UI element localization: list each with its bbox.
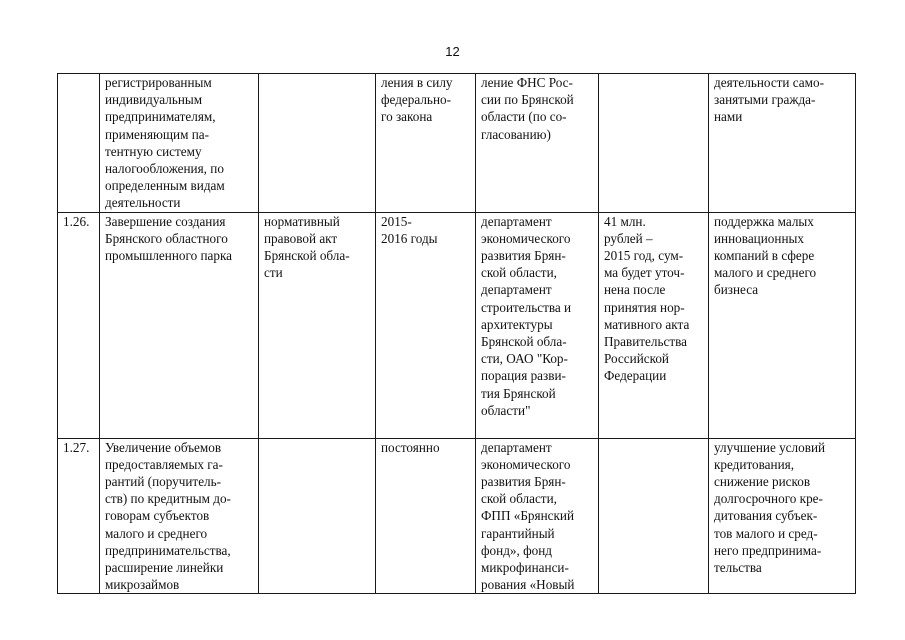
legal-act	[259, 438, 376, 594]
measure-name: регистрированным индивидуальным предпринимателям, применяющим па- тентную систему налогообложения, по определенным видам деятельности	[100, 74, 259, 213]
executor: ление ФНС Рос- сии по Брянской области (по со- гласованию)	[476, 74, 599, 213]
row-number: 1.27.	[58, 438, 100, 594]
measure-name: Завершение создания Брянского областного промышленного парка	[100, 212, 259, 438]
legal-act	[259, 74, 376, 213]
row-number	[58, 74, 100, 213]
financing: 41 млн. рублей – 2015 год, сум- ма будет уточ- нена после принятия нор- мативного акта Правительства Российской Федерации	[599, 212, 709, 438]
table-row	[58, 438, 856, 594]
table-row	[58, 212, 856, 438]
measures-table	[57, 73, 856, 594]
term: постоянно	[376, 438, 476, 594]
legal-act: нормативный правовой акт Брянской обла- сти	[259, 212, 376, 438]
page-number: 12	[445, 44, 460, 59]
term: 2015- 2016 годы	[376, 212, 476, 438]
measure-name: Увеличение объемов предоставляемых га- рантий (поручитель- ств) по кредитным до- говорам субъектов малого и среднего предпринимательства, расширение линейки микрозаймов	[100, 438, 259, 594]
executor: департамент экономического развития Брян- ской области, департамент строительства и архитектуры Брянской обла- сти, ОАО "Кор- порация разви- тия Брянской области"	[476, 212, 599, 438]
expected-result: улучшение условий кредитования, снижение рисков долгосрочного кре- дитования субъек- тов малого и сред- него предпринима- тельства	[709, 438, 856, 594]
financing	[599, 74, 709, 213]
financing	[599, 438, 709, 594]
term: ления в силу федерально- го закона	[376, 74, 476, 213]
expected-result: поддержка малых инновационных компаний в сфере малого и среднего бизнеса	[709, 212, 856, 438]
row-number: 1.26.	[58, 212, 100, 438]
expected-result: деятельности само- занятыми гражда- нами	[709, 74, 856, 213]
table-row	[58, 74, 856, 213]
executor: департамент экономического развития Брян- ской области, ФПП «Брянский гарантийный фонд», фонд микрофинанси- рования «Новый	[476, 438, 599, 594]
